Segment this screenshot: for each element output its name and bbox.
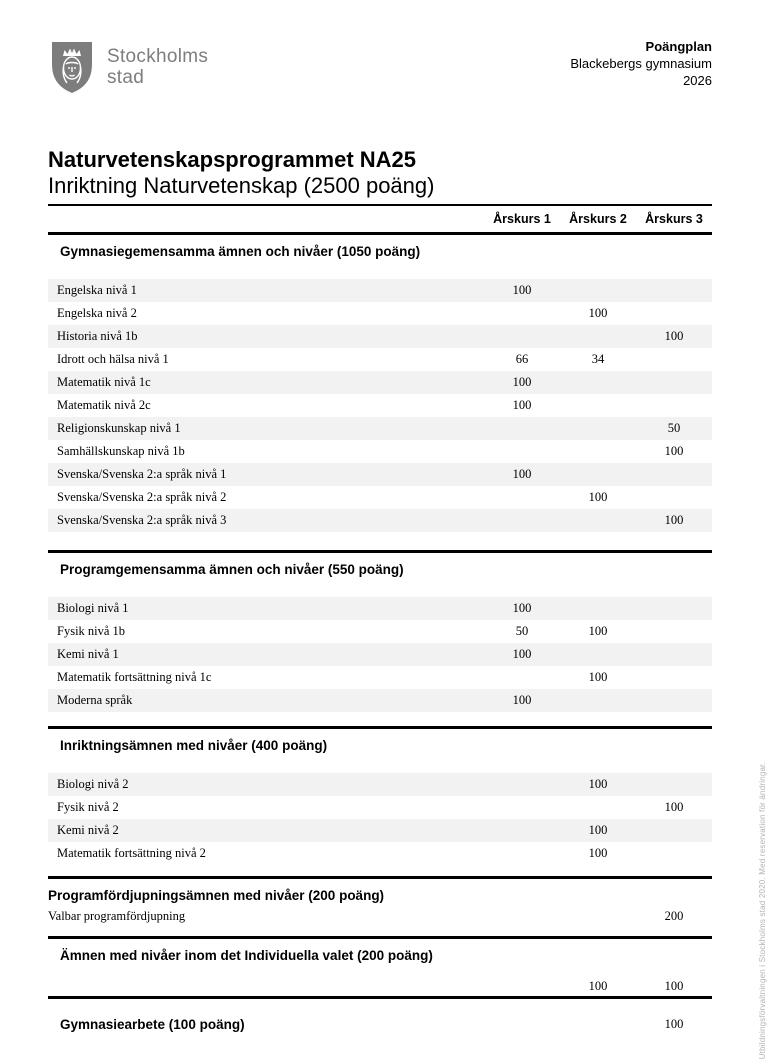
school-name: Blackebergs gymnasium: [570, 56, 712, 71]
table-row: [48, 819, 712, 842]
table-row: [48, 689, 712, 712]
row-label: Engelska nivå 2: [57, 306, 137, 320]
cell-arskurs-3: 100: [664, 444, 684, 458]
row-label: Matematik nivå 1c: [57, 375, 151, 389]
cell-arskurs-2: 100: [588, 823, 608, 837]
table-row: [48, 371, 712, 394]
table-row: [48, 906, 712, 926]
logo-line-2: stad: [107, 67, 145, 88]
table-row: [48, 486, 712, 509]
cell-arskurs-1: 100: [512, 467, 532, 481]
section-spacer: [48, 926, 712, 936]
cell-arskurs-2: 100: [588, 777, 608, 791]
section-title: Programfördjupningsämnen med nivåer (200 poäng): [48, 888, 385, 903]
section-spacer: [48, 532, 712, 550]
section-title: Programgemensamma ämnen och nivåer (550 poäng): [60, 562, 404, 577]
row-label: Idrott och hälsa nivå 1: [57, 352, 169, 366]
row-label: Kemi nivå 2: [57, 823, 119, 837]
table-row: [48, 348, 712, 371]
table-row: [48, 666, 712, 689]
table-row: [48, 842, 712, 865]
table-row: [48, 509, 712, 532]
document-year: 2026: [683, 73, 712, 88]
table-row: [48, 279, 712, 302]
table-row: [48, 394, 712, 417]
section-title: Gymnasiearbete (100 poäng): [60, 1016, 245, 1032]
program-title: Naturvetenskapsprogrammet NA25: [48, 147, 417, 172]
section: [48, 726, 712, 876]
row-label: Biologi nivå 2: [57, 777, 129, 791]
row-label: Svenska/Svenska 2:a språk nivå 1: [57, 467, 227, 481]
cell-arskurs-1: 100: [512, 601, 532, 615]
table-row: [48, 597, 712, 620]
cell-arskurs-3: 100: [664, 800, 684, 814]
section: [48, 876, 712, 936]
section-title: Inriktningsämnen med nivåer (400 poäng): [60, 738, 328, 753]
section: [48, 550, 712, 726]
row-label: Svenska/Svenska 2:a språk nivå 3: [57, 513, 227, 527]
stockholm-logo: [50, 40, 208, 94]
title-block: [48, 147, 712, 206]
row-label: Religionskunskap nivå 1: [57, 421, 181, 435]
cell-arskurs-3: 200: [664, 908, 684, 923]
row-label: Fysik nivå 1b: [57, 624, 126, 638]
table-row: [48, 440, 712, 463]
row-label: Fysik nivå 2: [57, 800, 119, 814]
table-row: [48, 773, 712, 796]
table-row: [48, 976, 712, 996]
cell-arskurs-2: 100: [588, 978, 608, 993]
side-note: Utbildningsförvaltningen i Stockholms stad 2020. Med reservation för ändringar.: [758, 761, 767, 1059]
logo-line-1: Stockholms: [107, 46, 209, 67]
cell-arskurs-3: 100: [664, 1016, 684, 1031]
table-row: [48, 463, 712, 486]
row-label: Matematik fortsättning nivå 1c: [57, 670, 212, 684]
table-row: [48, 302, 712, 325]
stockholm-shield-icon: [50, 40, 94, 94]
row-label: Moderna språk: [57, 693, 133, 707]
cell-arskurs-1: 100: [512, 283, 532, 297]
table-row: [48, 643, 712, 666]
stockholm-logo-text: [107, 40, 208, 88]
cell-arskurs-3: 50: [667, 421, 681, 435]
table-row: [48, 620, 712, 643]
section: [48, 235, 712, 550]
column-headers: [48, 212, 712, 235]
column-header-arskurs-2: Årskurs 2: [569, 212, 627, 226]
cell-arskurs-1: 100: [512, 398, 532, 412]
column-header-arskurs-1: Årskurs 1: [493, 212, 551, 226]
document-header: [570, 38, 712, 89]
cell-arskurs-3: 100: [664, 513, 684, 527]
cell-arskurs-1: 100: [512, 693, 532, 707]
cell-arskurs-1: 66: [515, 352, 529, 366]
column-header-arskurs-3: Årskurs 3: [645, 212, 703, 226]
cell-arskurs-1: 100: [512, 375, 532, 389]
section-spacer: [48, 865, 712, 876]
row-label: Matematik fortsättning nivå 2: [57, 846, 206, 860]
section-title: Gymnasiegemensamma ämnen och nivåer (1050 poäng): [60, 244, 421, 259]
cell-arskurs-2: 100: [588, 846, 608, 860]
section: [48, 936, 712, 996]
cell-arskurs-3: 100: [664, 978, 684, 993]
row-label: Engelska nivå 1: [57, 283, 137, 297]
points-table: [48, 212, 712, 1035]
cell-arskurs-1: 50: [515, 624, 529, 638]
row-label: Samhällskunskap nivå 1b: [57, 444, 185, 458]
table-row: [48, 796, 712, 819]
row-label: Historia nivå 1b: [57, 329, 138, 343]
cell-arskurs-2: 34: [591, 352, 605, 366]
section-inline-row: [48, 1007, 712, 1035]
cell-arskurs-2: 100: [588, 624, 608, 638]
table-body: [48, 235, 712, 1035]
row-label: Biologi nivå 1: [57, 601, 129, 615]
cell-arskurs-2: 100: [588, 490, 608, 504]
table-row: [48, 417, 712, 440]
section: [48, 996, 712, 1035]
table-row: [48, 325, 712, 348]
row-label: Matematik nivå 2c: [57, 398, 151, 412]
row-label: Svenska/Svenska 2:a språk nivå 2: [57, 490, 227, 504]
section-title: Ämnen med nivåer inom det Individuella valet (200 poäng): [60, 948, 433, 963]
cell-arskurs-3: 100: [664, 329, 684, 343]
orientation-subtitle: Inriktning Naturvetenskap (2500 poäng): [48, 173, 435, 198]
document-type: Poängplan: [645, 39, 712, 54]
cell-arskurs-1: 100: [512, 647, 532, 661]
cell-arskurs-2: 100: [588, 670, 608, 684]
row-label: Kemi nivå 1: [57, 647, 119, 661]
cell-arskurs-2: 100: [588, 306, 608, 320]
section-spacer: [48, 712, 712, 726]
row-label: Valbar programfördjupning: [48, 908, 186, 923]
